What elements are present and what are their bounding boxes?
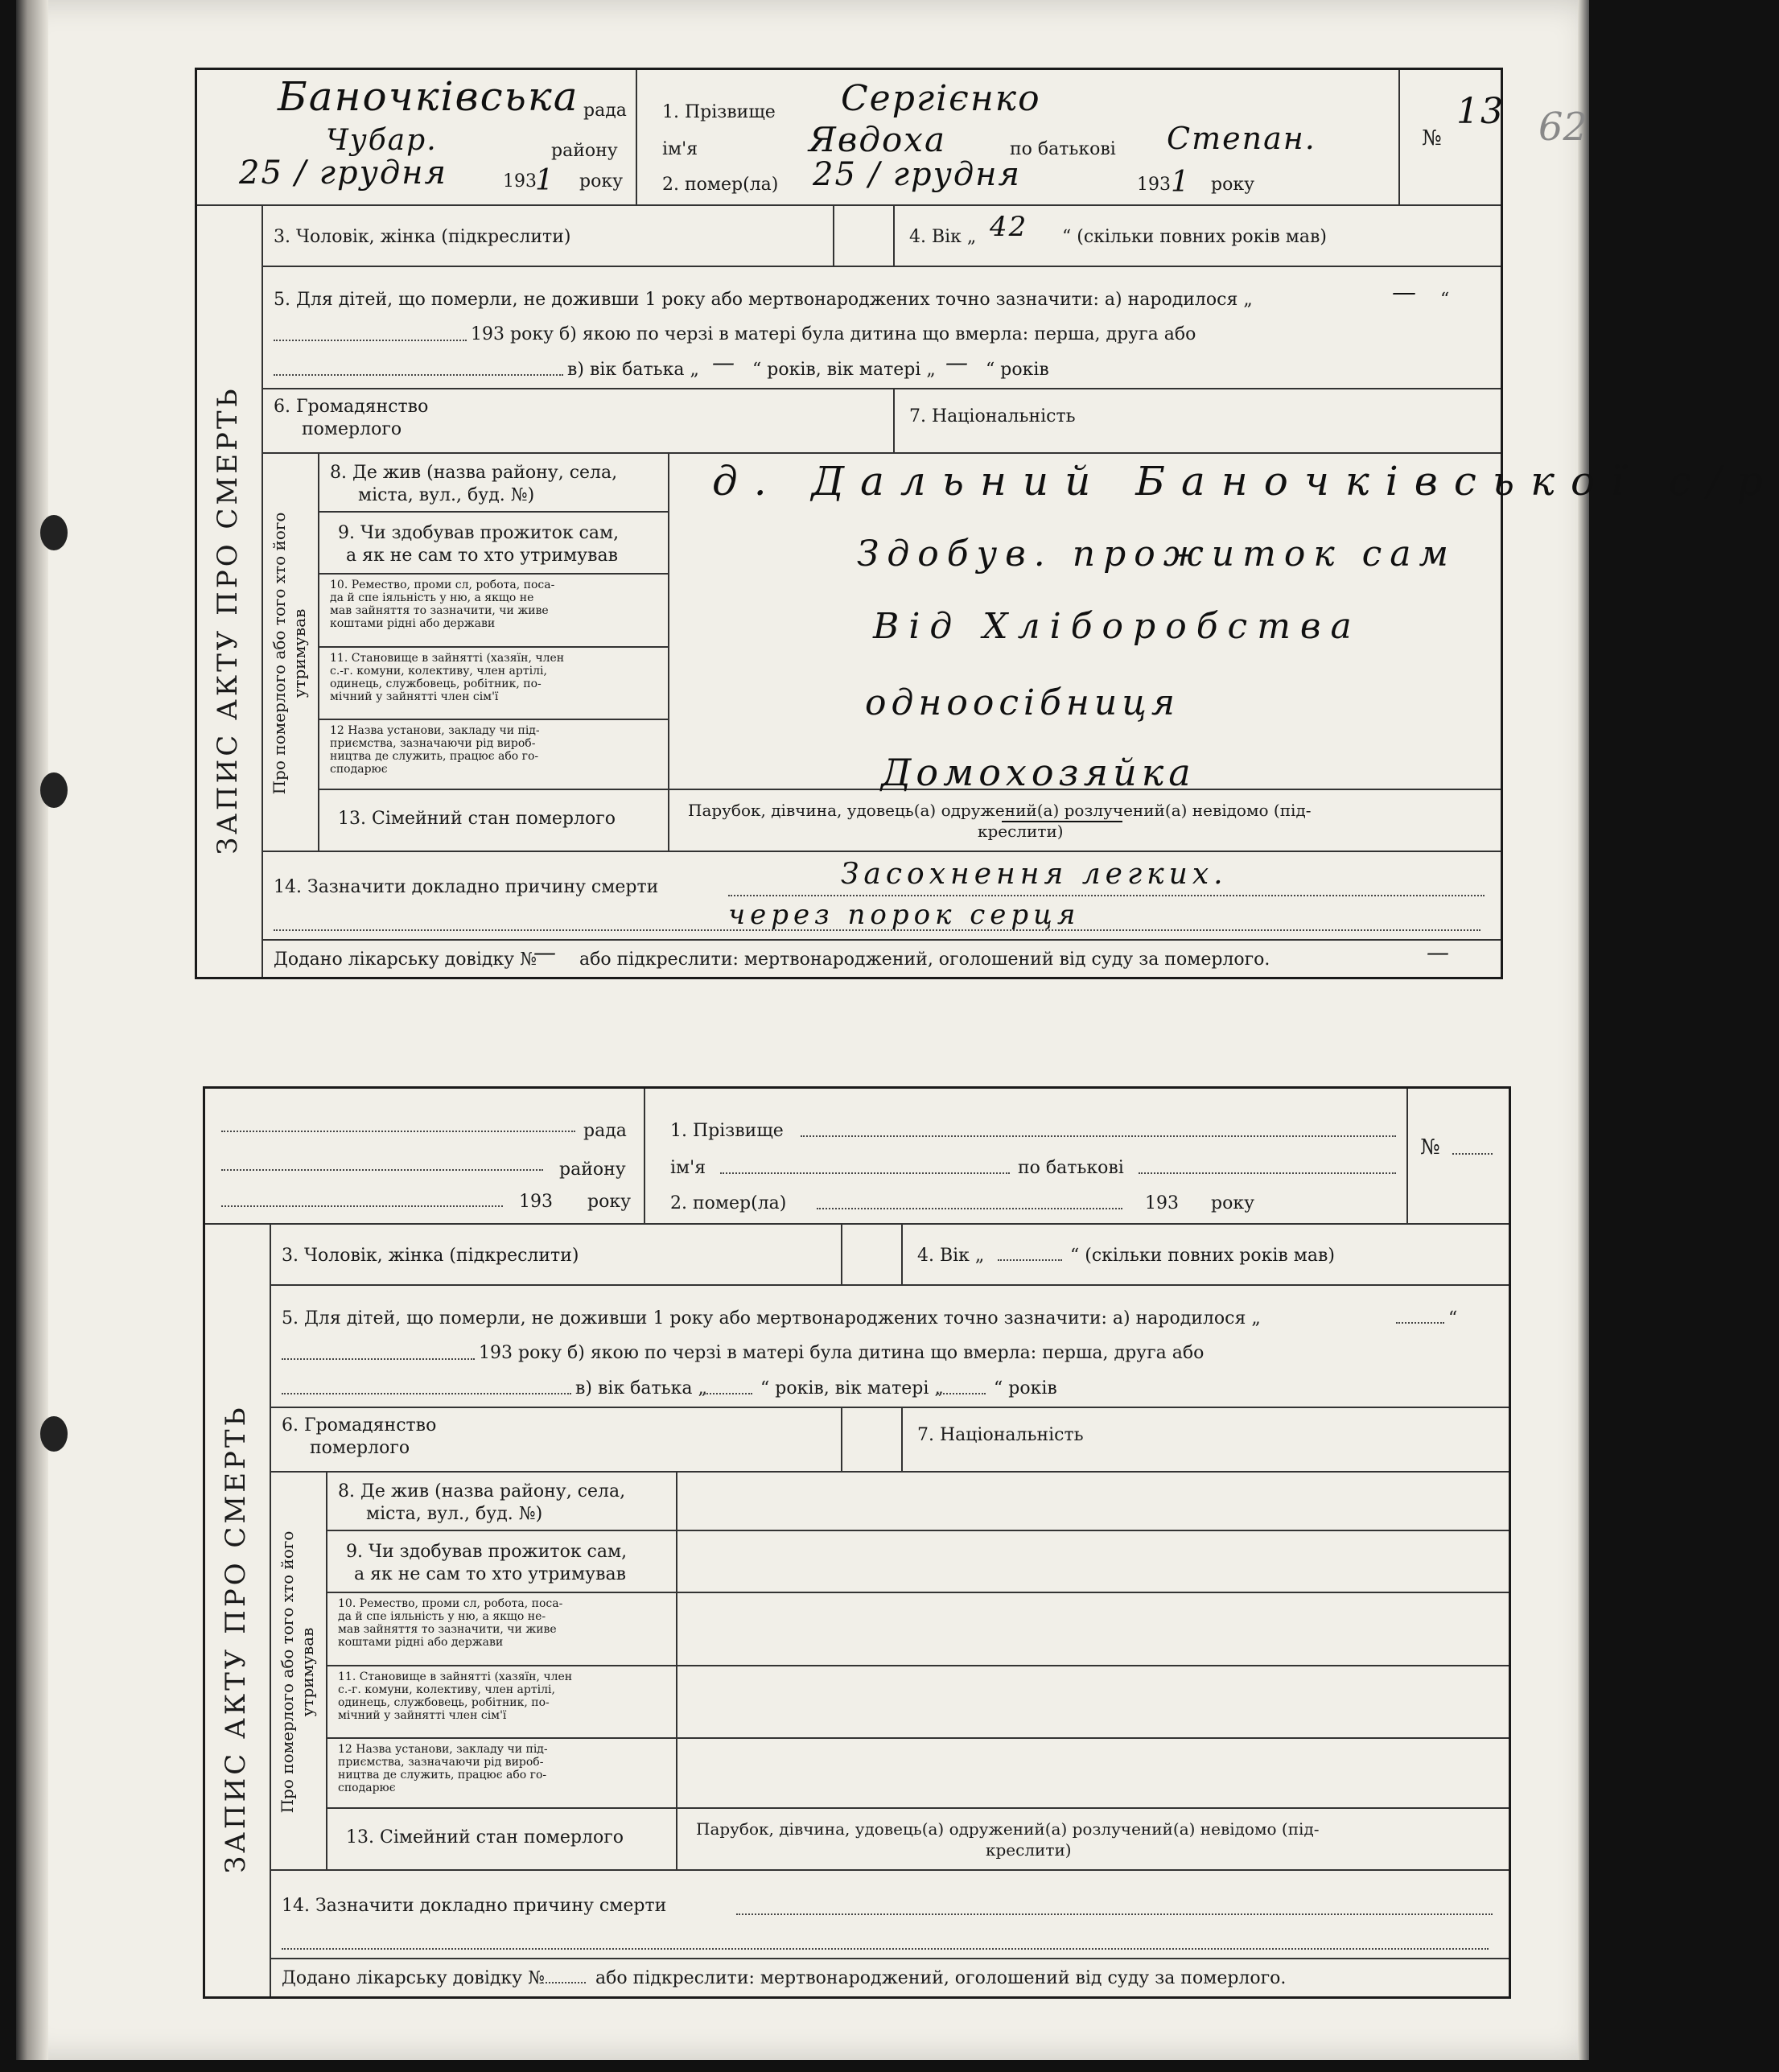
- label-age: 4. Вік „: [917, 1246, 985, 1266]
- field-dots: [704, 1393, 752, 1394]
- label-year-prefix: 193: [519, 1192, 553, 1212]
- field-dots: [282, 1948, 1489, 1950]
- handwritten-died-year-digit: 1: [1171, 166, 1191, 199]
- handwritten-footer-dash: —: [533, 939, 558, 966]
- field-dots: [817, 1208, 1122, 1209]
- field-dots: [282, 1358, 475, 1360]
- label-children-3b: “ років, вік матері „: [760, 1378, 944, 1398]
- label-q10: 10. Ремество, проми сл, робота, поса- да й спе іяльність у ню, а якщо не мав зайняття то зазначити, чи живе коштами рідні або держави: [330, 579, 555, 631]
- handwritten-raion: Чубар.: [326, 124, 438, 157]
- label-patronymic: по батькові: [1010, 139, 1116, 159]
- label-died-roku: року: [1211, 175, 1255, 195]
- label-q14: 14. Зазначити докладно причину смерти: [274, 877, 659, 897]
- handwritten-position: одноосібниця: [865, 682, 1180, 723]
- field-dots: [274, 374, 563, 376]
- label-children-1-end: “: [1448, 1308, 1458, 1328]
- field-dots: [937, 1393, 986, 1394]
- handwritten-occupation: Від Хліборобства: [873, 606, 1361, 647]
- label-citizenship-2: померлого: [310, 1438, 410, 1458]
- label-patronymic: по батькові: [1018, 1158, 1124, 1178]
- field-dots: [720, 1172, 1010, 1174]
- side-label: Про померлого або того хто його утримував: [278, 1530, 317, 1814]
- page-number: 62: [1538, 105, 1588, 150]
- handwritten-age: 42: [990, 211, 1028, 243]
- label-children-1-end: “: [1440, 290, 1450, 310]
- handwritten-rada: Баночківська: [278, 73, 579, 120]
- punch-hole: [40, 515, 68, 550]
- punch-hole: [40, 772, 68, 808]
- label-nationality: 7. Національність: [909, 406, 1076, 426]
- field-dots: [1452, 1153, 1493, 1155]
- label-q11: 11. Становище в зайнятті (хазяїн, член с.-г. комуни, колективу, член артілі, одинець, службовець, робітник, по- мічний у зайнятті член сім'ї: [338, 1670, 573, 1723]
- label-q8: 8. Де жив (назва району, села,: [338, 1481, 626, 1501]
- label-q10: 10. Ремество, проми сл, робота, поса- да й спе іяльність у ню, а якщо не- мав зайняття то зазначити, чи живе коштами рідні або держави: [338, 1597, 563, 1650]
- label-surname: 1. Прізвище: [662, 102, 776, 122]
- label-citizenship: 6. Громадянство: [282, 1415, 437, 1436]
- label-roku: року: [579, 171, 624, 192]
- label-children-3c: “ років: [994, 1378, 1057, 1398]
- handwritten-footer-end: —: [1427, 939, 1451, 966]
- handwritten-died-date: 25 / грудня: [813, 156, 1022, 193]
- handwritten-livelihood: Здобув. прожиток сам: [857, 533, 1456, 575]
- handwritten-year-digit: 1: [535, 164, 555, 197]
- label-marital-options-2: креслити): [978, 822, 1064, 841]
- document-page: [16, 0, 1779, 2060]
- label-citizenship-2: померлого: [302, 419, 402, 439]
- label-sex: 3. Чоловік, жінка (підкреслити): [282, 1246, 579, 1266]
- death-record-form-blank: [203, 1086, 1511, 1999]
- label-children-2: 193 року б) якою по черзі в матері була дитина що вмерла: перша, друга або: [471, 324, 1196, 344]
- handwritten-children-dash: —: [1392, 278, 1418, 307]
- label-children-1: 5. Для дітей, що померли, не доживши 1 року або мертвонароджених точно зазначити: а) народилося „: [274, 290, 1253, 310]
- label-died-year-prefix: 193: [1137, 175, 1171, 195]
- label-died: 2. помер(ла): [662, 175, 779, 195]
- label-q13: 13. Сімейний стан померлого: [338, 809, 616, 829]
- field-dots: [1396, 1322, 1444, 1324]
- field-dots: [221, 1131, 575, 1132]
- label-q14: 14. Зазначити докладно причину смерти: [282, 1896, 667, 1916]
- label-q9: 9. Чи здобував прожиток сам,: [346, 1542, 628, 1562]
- label-name: ім'я: [662, 139, 698, 159]
- label-died-roku: року: [1211, 1193, 1255, 1213]
- field-dots: [736, 1913, 1493, 1915]
- handwritten-cause-2: через порок серця: [728, 899, 1081, 931]
- handwritten-surname: Сергієнко: [841, 78, 1041, 119]
- field-dots: [542, 1982, 586, 1983]
- label-rada: рада: [583, 101, 627, 121]
- handwritten-cause-1: Засохнення легких.: [841, 858, 1228, 891]
- label-surname: 1. Прізвище: [670, 1121, 784, 1141]
- handwritten-employer: Домохозяйка: [881, 751, 1196, 794]
- handwritten-number: 13: [1456, 91, 1505, 132]
- label-died-year-prefix: 193: [1145, 1193, 1179, 1213]
- field-dots: [998, 1259, 1062, 1261]
- label-children-3c: “ років: [986, 360, 1049, 380]
- label-age-suffix: “ (скільки повних років мав): [1070, 1246, 1336, 1266]
- label-footer: Додано лікарську довідку №: [282, 1968, 545, 1988]
- label-year-prefix: 193: [503, 171, 537, 192]
- label-children-1: 5. Для дітей, що померли, не доживши 1 року або мертвонароджених точно зазначити: а) народилося „: [282, 1308, 1261, 1328]
- label-sex: 3. Чоловік, жінка (підкреслити): [274, 227, 571, 247]
- field-dots: [1139, 1172, 1396, 1174]
- label-footer-2: або підкреслити: мертвонароджений, оголошений від суду за померлого.: [595, 1968, 1287, 1988]
- label-q12: 12 Назва установи, закладу чи під- приємства, зазначаючи рід вироб- ництва де служить, працює або го- сподарює: [330, 724, 540, 776]
- label-age: 4. Вік „: [909, 227, 977, 247]
- label-children-3: в) вік батька „: [567, 360, 699, 380]
- vertical-title: ЗАПИС АКТУ ПРО СМЕРТЬ: [220, 1404, 252, 1873]
- handwritten-residence: д. Дальний Баночківської с/р: [712, 458, 1779, 505]
- field-dots: [282, 1393, 571, 1394]
- handwritten-date: 25 / грудня: [239, 154, 448, 192]
- label-q9: 9. Чи здобував прожиток сам,: [338, 523, 620, 543]
- vertical-title: ЗАПИС АКТУ ПРО СМЕРТЬ: [212, 385, 244, 855]
- label-q13: 13. Сімейний стан померлого: [346, 1827, 624, 1847]
- label-footer-2: або підкреслити: мертвонароджений, оголошений від суду за померлого.: [579, 949, 1270, 970]
- label-marital-options-2: креслити): [986, 1840, 1072, 1860]
- punch-hole: [40, 1416, 68, 1452]
- handwritten-name: Явдоха: [809, 120, 946, 159]
- label-q9-2: а як не сам то хто утримував: [354, 1564, 626, 1584]
- label-raionu: району: [559, 1160, 626, 1180]
- binding-edge: [16, 0, 48, 2060]
- label-citizenship: 6. Громадянство: [274, 397, 429, 417]
- label-children-2: 193 року б) якою по черзі в матері була дитина що вмерла: перша, друга або: [479, 1343, 1205, 1363]
- label-age-suffix: “ (скільки повних років мав): [1062, 227, 1328, 247]
- label-q11: 11. Становище в зайнятті (хазяїн, член с.-г. комуни, колективу, член артілі, одинець, службовець, робітник, по- мічний у зайнятті член сім'ї: [330, 652, 565, 704]
- label-q8: 8. Де жив (назва району, села,: [330, 463, 618, 483]
- label-q8-2: міста, вул., буд. №): [366, 1504, 543, 1524]
- label-q9-2: а як не сам то хто утримував: [346, 546, 618, 566]
- label-children-3b: “ років, вік матері „: [752, 360, 936, 380]
- handwritten-father-age: —: [712, 349, 736, 376]
- side-label: Про померлого або того хто його утримував: [270, 512, 309, 795]
- field-dots: [728, 895, 1485, 896]
- page-edge: [1578, 0, 1589, 2060]
- label-raionu: району: [551, 141, 618, 161]
- label-q12: 12 Назва установи, закладу чи під- приємства, зазначаючи рід вироб- ництва де служить, працює або го- сподарює: [338, 1743, 548, 1795]
- label-children-3: в) вік батька „: [575, 1378, 707, 1398]
- label-died: 2. помер(ла): [670, 1193, 787, 1213]
- label-q8-2: міста, вул., буд. №): [358, 485, 535, 505]
- label-nationality: 7. Національність: [917, 1425, 1084, 1445]
- handwritten-patronymic: Степан.: [1167, 121, 1316, 156]
- label-number: №: [1422, 126, 1442, 150]
- label-roku: року: [587, 1192, 632, 1212]
- handwritten-mother-age: —: [945, 349, 970, 376]
- label-footer: Додано лікарську довідку №: [274, 949, 537, 970]
- field-dots: [221, 1169, 543, 1171]
- field-dots: [801, 1135, 1396, 1137]
- field-dots: [221, 1205, 503, 1207]
- label-name: ім'я: [670, 1158, 706, 1178]
- label-marital-options: Парубок, дівчина, удовець(а) одружений(а) розлучений(а) невідомо (під-: [696, 1819, 1320, 1839]
- label-rada: рада: [583, 1121, 627, 1141]
- label-number: №: [1420, 1135, 1440, 1160]
- label-marital-options: Парубок, дівчина, удовець(а) одружений(а) розлучений(а) невідомо (під-: [688, 801, 1312, 820]
- field-dots: [274, 340, 467, 341]
